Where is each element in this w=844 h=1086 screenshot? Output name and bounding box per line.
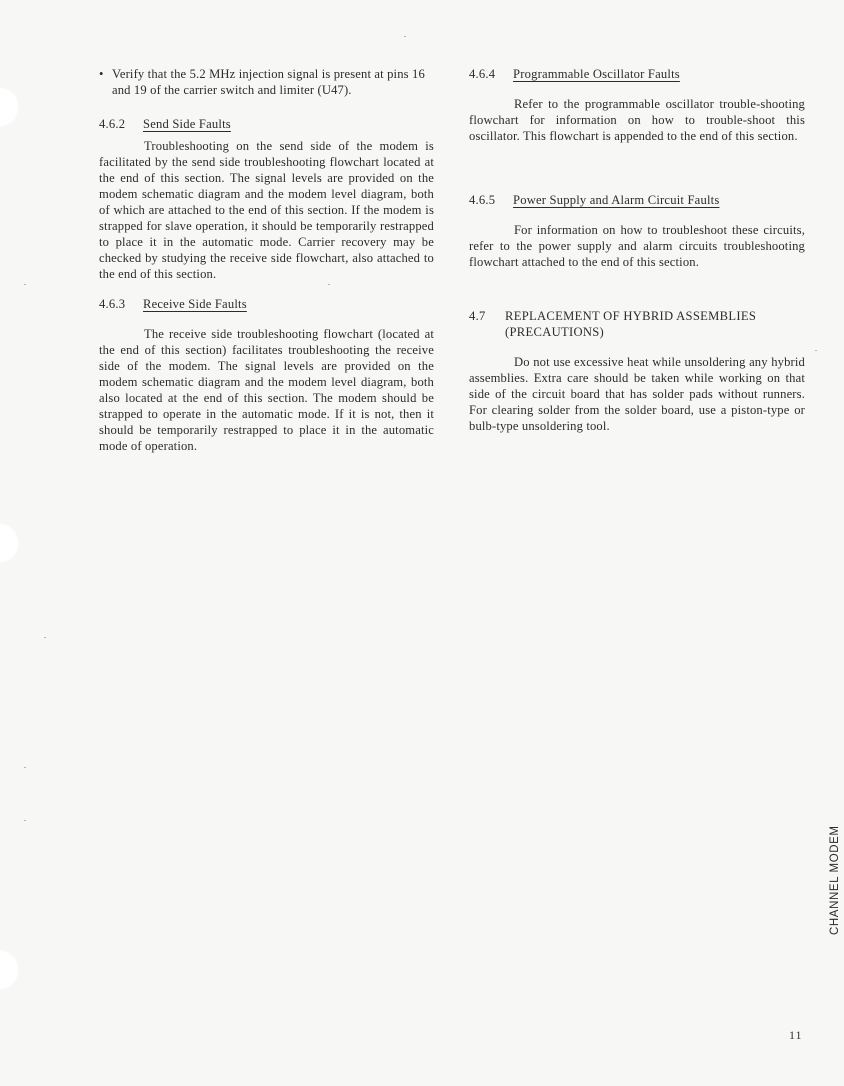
- section-number: 4.6.3: [99, 297, 126, 311]
- left-column: [99, 66, 434, 454]
- section-heading-4-6-4: [469, 66, 805, 82]
- section-body-4-6-4: Refer to the programmable oscillator trouble-shooting flowchart for information on how to trouble-shoot this oscillator. This flowchart is appended to the end of this section.: [469, 97, 805, 143]
- section-number: 4.7: [469, 309, 486, 323]
- section-title-line1: REPLACEMENT OF HYBRID ASSEMBLIES: [505, 309, 757, 323]
- section-title-block: [505, 308, 756, 340]
- bullet-item: [99, 66, 434, 98]
- section-title: Power Supply and Alarm Circuit Faults: [513, 193, 720, 207]
- punch-hole: [0, 950, 20, 990]
- speck: [24, 284, 26, 285]
- speck: [815, 350, 817, 351]
- section-body-4-7: Do not use excessive heat while unsoldering any hybrid assemblies. Extra care should be taken while working on that side of the circuit board that has solder pads without runners. For clearing solder from the solder board, use a piston-type or bulb-type unsoldering tool.: [469, 355, 805, 433]
- speck: [404, 36, 406, 37]
- section-heading-4-6-2: [99, 116, 434, 132]
- section-number: 4.6.4: [469, 67, 496, 81]
- section-title-line2: (PRECAUTIONS): [505, 325, 605, 339]
- right-column: [469, 66, 805, 434]
- section-body-4-6-2: Troubleshooting on the send side of the modem is facilitated by the send side troubleshooting flowchart located at the end of this section. The signal levels are provided on the modem schematic diagram and the modem level diagram, both of which are attached to the end of this section. If the modem is strapped for slave operation, it should be temporarily restrapped to place it in the automatic mode. Carrier recovery may be checked by studying the receive side flowchart, also attached to the end of this section.: [99, 139, 434, 281]
- section-title: Send Side Faults: [143, 117, 231, 131]
- section-body-4-6-5: For information on how to troubleshoot these circuits, refer to the power supply and alarm circuits troubleshooting flowchart attached to the end of this section.: [469, 223, 805, 269]
- section-body-4-6-3: The receive side troubleshooting flowchart (located at the end of this section) facilitates troubleshooting the receive side of the modem. The signal levels are provided on the modem schematic diagram and the modem level diagram, both also located at the end of this section. The modem should be strapped to operate in the automatic mode. If it is not, then it should be temporarily restrapped to place it in the automatic mode of operation.: [99, 327, 434, 453]
- speck: [24, 767, 26, 768]
- section-title: Receive Side Faults: [143, 297, 247, 311]
- section-heading-4-6-5: [469, 192, 805, 208]
- section-heading-4-6-3: [99, 296, 434, 312]
- section-title: Programmable Oscillator Faults: [513, 67, 680, 81]
- punch-hole: [0, 87, 20, 127]
- section-number: 4.6.2: [99, 117, 126, 131]
- page-number: 11: [789, 1028, 803, 1042]
- section-number: 4.6.5: [469, 193, 496, 207]
- punch-hole: [0, 523, 20, 563]
- bullet-text: Verify that the 5.2 MHz injection signal is present at pins 16 and 19 of the carrier switch and limiter (U47).: [112, 67, 425, 97]
- section-heading-4-7: [469, 308, 805, 340]
- side-tab-label: CHANNEL MODEM: [829, 825, 841, 935]
- speck: [44, 637, 46, 638]
- speck: [24, 820, 26, 821]
- bullet-symbol: •: [99, 67, 104, 81]
